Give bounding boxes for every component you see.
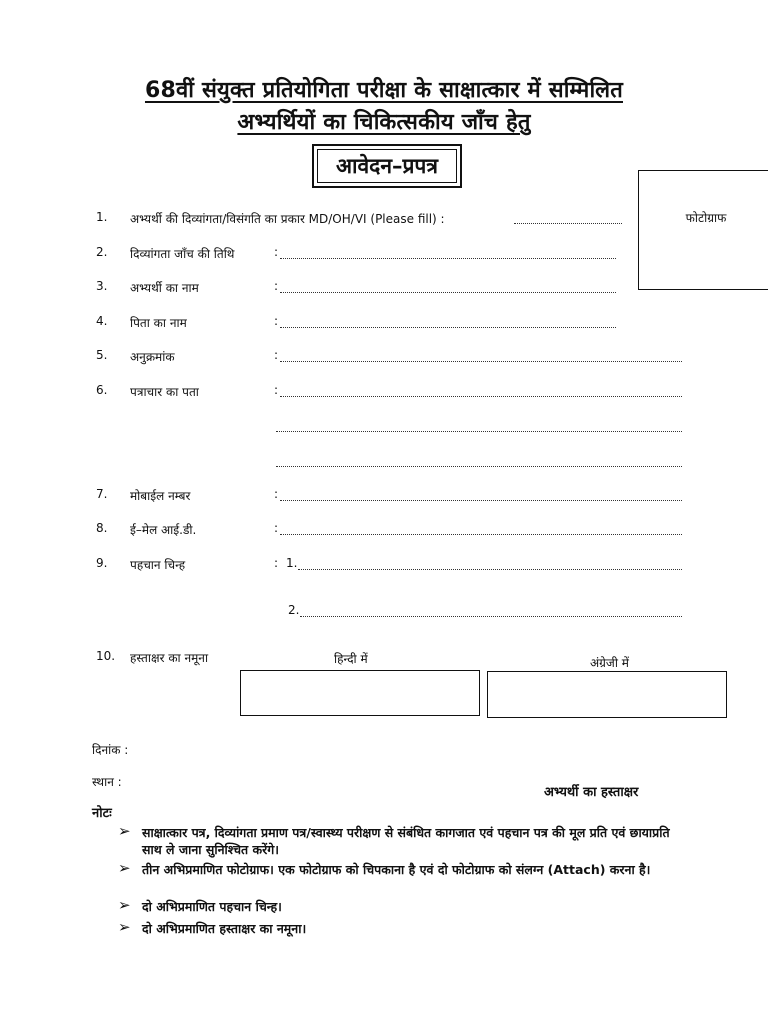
arrow-bullet-icon: ➢ bbox=[118, 896, 131, 914]
field-row-2 bbox=[0, 245, 768, 265]
identification-mark-2-input[interactable] bbox=[300, 604, 682, 617]
field-row-4 bbox=[0, 314, 768, 334]
field-number: 2. bbox=[96, 245, 108, 259]
field-label-roll-number: अनुक्रमांक bbox=[130, 350, 175, 364]
title-line-2: अभ्यर्थियों का चिकित्सकीय जाँच हेतु bbox=[237, 110, 531, 135]
field-number: 9. bbox=[96, 556, 108, 570]
field-row-10 bbox=[0, 649, 768, 669]
address-input-line-3[interactable] bbox=[276, 454, 682, 467]
arrow-bullet-icon: ➢ bbox=[118, 822, 131, 840]
arrow-bullet-icon: ➢ bbox=[118, 859, 131, 877]
field-number: 10. bbox=[96, 649, 116, 663]
form-title: आवेदन–प्रपत्र bbox=[336, 154, 438, 178]
place-label: स्थान : bbox=[92, 775, 122, 789]
field-row-1 bbox=[0, 210, 768, 230]
field-colon: : bbox=[274, 279, 279, 293]
form-title-box bbox=[312, 144, 462, 188]
field-label-father-name: पिता का नाम bbox=[130, 316, 187, 330]
candidate-name-input[interactable] bbox=[280, 280, 616, 293]
mark-2-number: 2. bbox=[288, 603, 300, 617]
field-colon: : bbox=[274, 487, 279, 501]
mobile-input[interactable] bbox=[280, 488, 682, 501]
field-label-address: पत्राचार का पता bbox=[130, 385, 199, 399]
field-number: 3. bbox=[96, 279, 108, 293]
field-colon: : bbox=[274, 556, 279, 570]
field-colon: : bbox=[274, 521, 279, 535]
address-input-line-1[interactable] bbox=[280, 384, 682, 397]
father-name-input[interactable] bbox=[280, 315, 616, 328]
field-row-9 bbox=[0, 556, 768, 576]
exam-date-input[interactable] bbox=[280, 246, 616, 259]
photo-box[interactable] bbox=[638, 170, 768, 290]
note-item-1: ➢ साक्षात्कार पत्र, दिव्यांगता प्रमाण पत्र/स्वास्थ्य परीक्षण से संबंधित कागजात एवं पहचान पत्र की मूल प्रति एवं छायाप्रति साथ ले जाना सुनिश्चित करेंगे। bbox=[118, 822, 670, 857]
field-label-signature-sample: हस्ताक्षर का नमूना bbox=[130, 651, 209, 665]
note-item-3: ➢ दो अभिप्रमाणित पहचान चिन्ह। bbox=[118, 896, 282, 914]
photo-label: फोटोग्राफ bbox=[685, 211, 727, 225]
date-label: दिनांक : bbox=[92, 743, 129, 757]
field-number: 8. bbox=[96, 521, 108, 535]
field-row-7 bbox=[0, 487, 768, 507]
field-label-mobile: मोबाईल नम्बर bbox=[130, 489, 191, 503]
field-row-3 bbox=[0, 279, 768, 299]
field-row-6 bbox=[0, 383, 768, 403]
field-label-identification-mark: पहचान चिन्ह bbox=[130, 558, 186, 572]
note-item-4: ➢ दो अभिप्रमाणित हस्ताक्षर का नमूना। bbox=[118, 918, 307, 936]
field-number: 1. bbox=[96, 210, 108, 224]
disability-type-input[interactable] bbox=[514, 211, 622, 224]
field-label-email: ई–मेल आई.डी. bbox=[130, 523, 197, 537]
field-label-exam-date: दिव्यांगता जाँच की तिथि bbox=[130, 247, 235, 261]
roll-number-input[interactable] bbox=[280, 349, 682, 362]
note-item-2: ➢ तीन अभिप्रमाणित फोटोग्राफ। एक फोटोग्राफ को चिपकाना है एवं दो फोटोग्राफ को संलग्न (Attach) करना है। bbox=[118, 859, 651, 877]
identification-mark-1-input[interactable] bbox=[298, 557, 682, 570]
field-label-disability-type: अभ्यर्थी की दिव्यांगता/विसंगति का प्रकार MD/OH/VI (Please fill) : bbox=[130, 212, 445, 226]
field-colon: : bbox=[274, 348, 279, 362]
field-number: 6. bbox=[96, 383, 108, 397]
field-label-candidate-name: अभ्यर्थी का नाम bbox=[130, 281, 199, 295]
candidate-signature-label: अभ्यर्थी का हस्ताक्षर bbox=[544, 785, 639, 800]
english-signature-label: अंग्रेजी में bbox=[590, 656, 629, 670]
field-row-9b bbox=[0, 603, 768, 623]
title-line-1: 68वीं संयुक्त प्रतियोगिता परीक्षा के साक्षात्कार में सम्मिलित bbox=[144, 78, 623, 103]
field-number: 4. bbox=[96, 314, 108, 328]
note-label: नोटः bbox=[92, 806, 112, 821]
field-colon: : bbox=[274, 383, 279, 397]
field-number: 7. bbox=[96, 487, 108, 501]
address-input-line-2[interactable] bbox=[276, 419, 682, 432]
field-row-5 bbox=[0, 348, 768, 368]
address-row-2 bbox=[0, 418, 768, 438]
field-colon: : bbox=[274, 314, 279, 328]
english-signature-box[interactable] bbox=[487, 671, 727, 718]
address-row-3 bbox=[0, 453, 768, 473]
field-row-8 bbox=[0, 521, 768, 541]
email-input[interactable] bbox=[280, 522, 682, 535]
field-colon: : bbox=[274, 245, 279, 259]
arrow-bullet-icon: ➢ bbox=[118, 918, 131, 936]
hindi-signature-label: हिन्दी में bbox=[334, 652, 368, 666]
mark-1-number: 1. bbox=[286, 556, 298, 570]
hindi-signature-box[interactable] bbox=[240, 670, 480, 716]
field-number: 5. bbox=[96, 348, 108, 362]
